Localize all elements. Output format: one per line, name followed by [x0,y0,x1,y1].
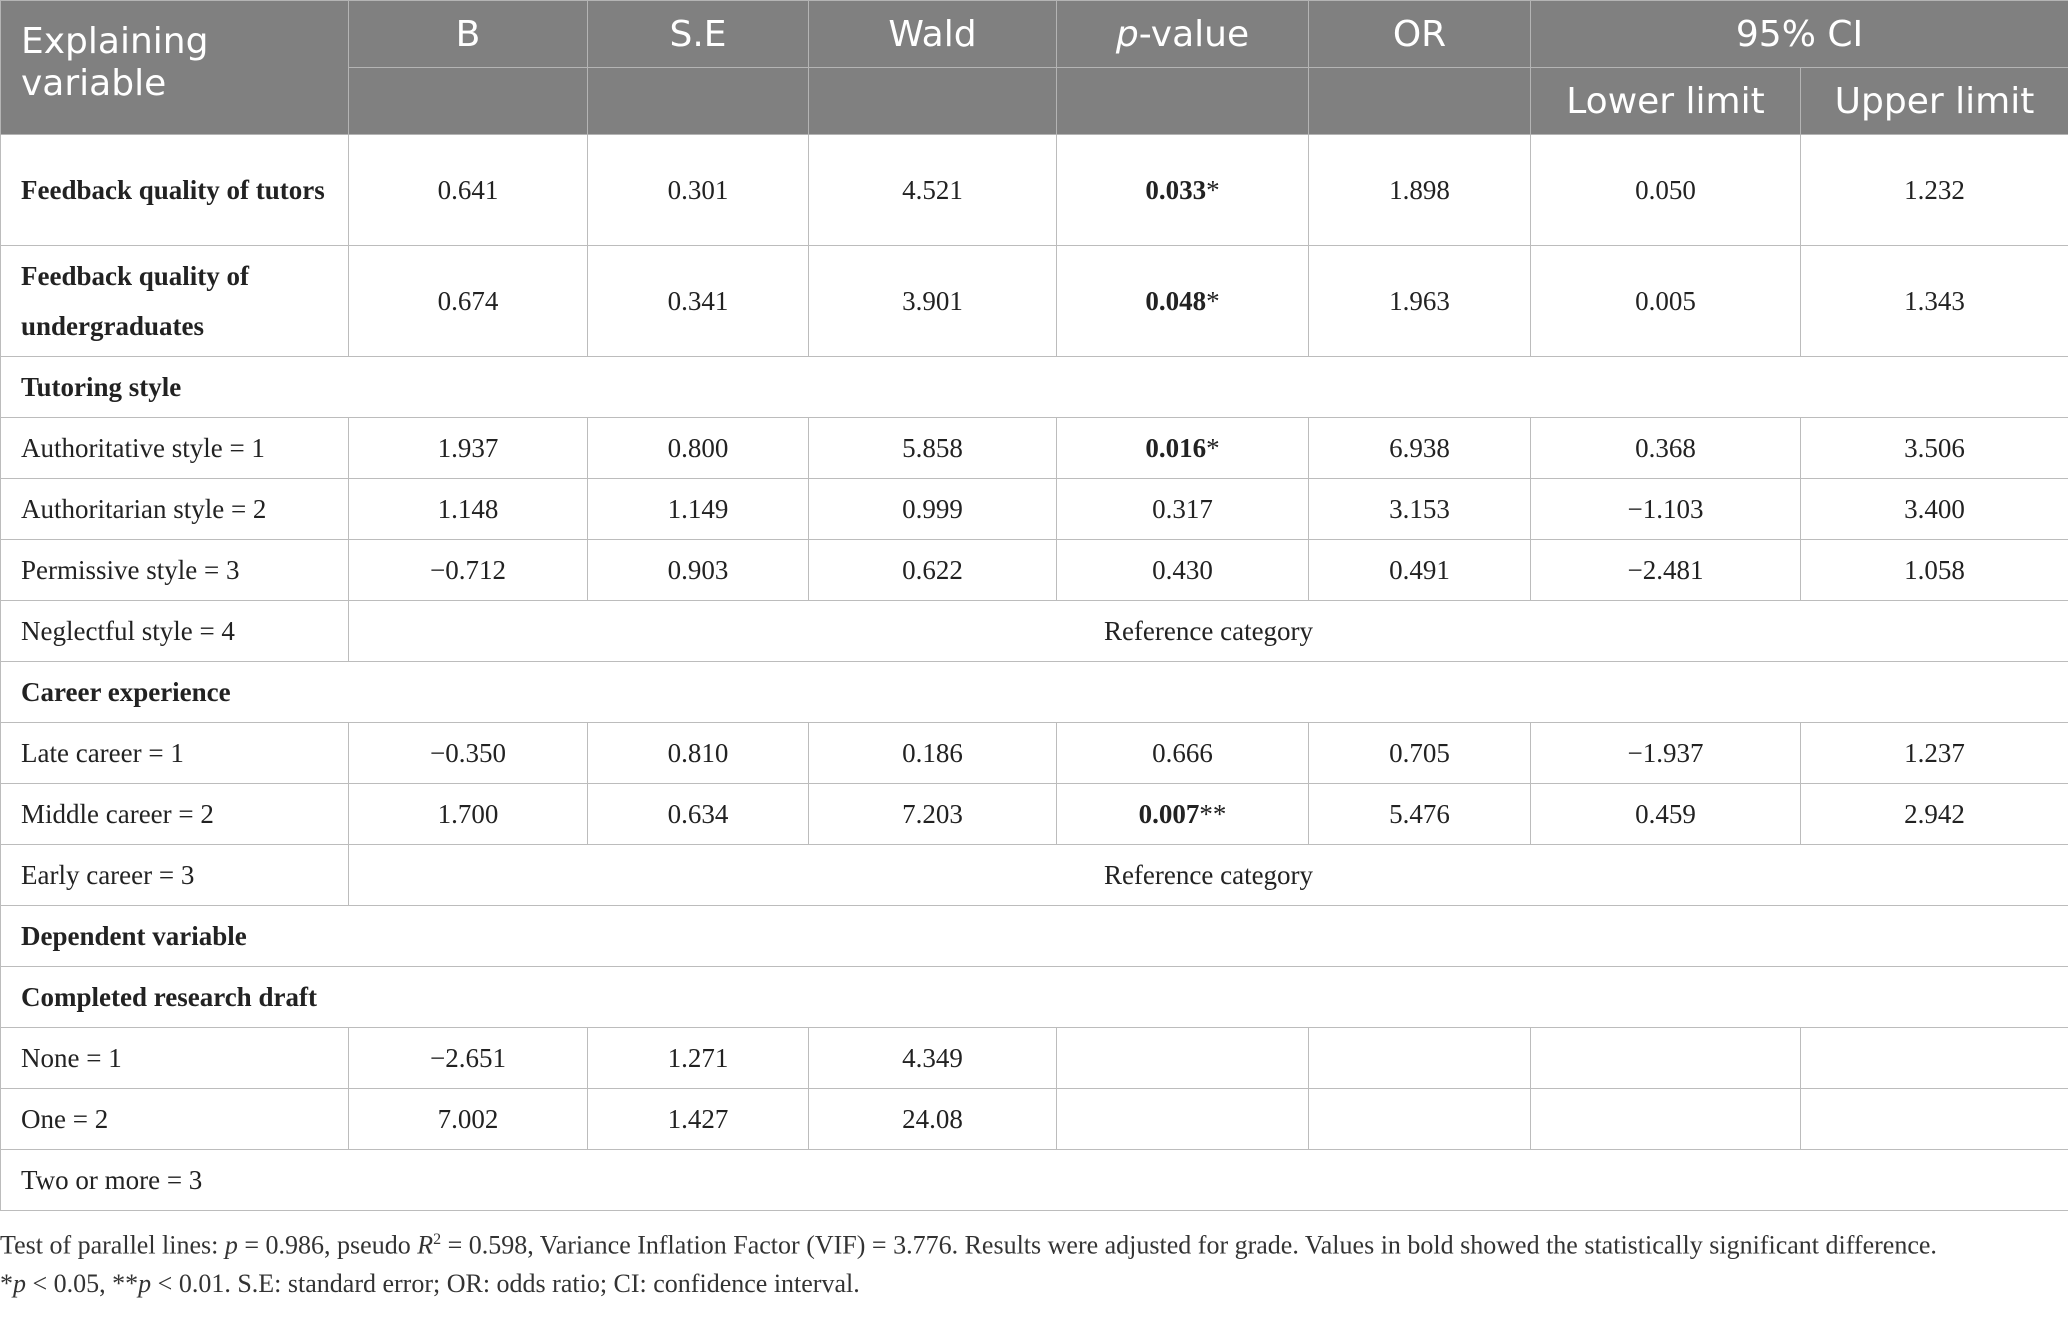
cell-upper: 3.506 [1801,418,2068,479]
table-row [1,135,2068,246]
cell-wald: 5.858 [809,418,1057,479]
row-label: Authoritative style = 1 [1,418,349,479]
header-empty [349,68,588,135]
cell-lower: −1.103 [1531,479,1801,540]
cell-upper: 2.942 [1801,784,2068,845]
header-empty [588,68,809,135]
section-row [1,906,2068,967]
row-label: Neglectful style = 4 [1,601,349,662]
cell-wald: 4.521 [809,135,1057,246]
p-value: 0.016 [1145,432,1207,463]
cell-upper: 1.343 [1801,246,2068,357]
cell-se: 0.810 [588,723,809,784]
cell-p: 0.430 [1057,540,1309,601]
cell-b: −2.651 [349,1028,588,1089]
cell-b: −0.350 [349,723,588,784]
cell-se: 0.341 [588,246,809,357]
cell-empty [1309,1089,1531,1150]
cell-wald: 3.901 [809,246,1057,357]
cell-lower: 0.368 [1531,418,1801,479]
header-row-1 [1,1,2068,68]
table-row [1,723,2068,784]
cell-empty [1801,1028,2068,1089]
cell-or: 3.153 [1309,479,1531,540]
cell-or: 5.476 [1309,784,1531,845]
header-or: OR [1309,1,1531,68]
cell-lower: 0.459 [1531,784,1801,845]
cell-wald: 0.186 [809,723,1057,784]
section-row [1,357,2068,418]
table-row [1,246,2068,357]
cell-b: 7.002 [349,1089,588,1150]
cell-upper: 3.400 [1801,479,2068,540]
header-p-italic: p [1115,13,1139,55]
cell-se: 0.634 [588,784,809,845]
cell-empty [1801,1089,2068,1150]
cell-wald: 24.08 [809,1089,1057,1150]
footnote-text: = 0.598, Variance Inflation Factor (VIF) = 3.776. Results were adjusted for grade. Values in bold showed the statistically significant difference. [441,1230,1937,1260]
footnote-line-2 [0,1265,2068,1303]
cell-p [1057,135,1309,246]
footnote-p-symbol: p [138,1268,152,1298]
cell-b: −0.712 [349,540,588,601]
row-label: Early career = 3 [1,845,349,906]
header-upper-limit: Upper limit [1801,68,2068,135]
header-ci: 95% CI [1531,1,2068,68]
row-label: Authoritarian style = 2 [1,479,349,540]
cell-se: 0.301 [588,135,809,246]
header-p-rest: -value [1138,13,1250,55]
p-significance: * [1206,174,1220,205]
footnote-text: = 0.986, pseudo [237,1230,418,1260]
p-value: 0.007 [1138,798,1200,829]
cell-or: 1.963 [1309,246,1531,357]
p-significance: * [1206,285,1220,316]
cell-empty [1057,1028,1309,1089]
cell-lower: −1.937 [1531,723,1801,784]
header-empty [809,68,1057,135]
cell-upper: 1.237 [1801,723,2068,784]
footnote-line-1 [0,1221,2068,1265]
cell-wald: 4.349 [809,1028,1057,1089]
row-label: None = 1 [1,1028,349,1089]
footnote-text: < 0.05, ** [26,1268,139,1298]
p-value: 0.048 [1145,285,1207,316]
cell-se: 0.800 [588,418,809,479]
section-label: Tutoring style [1,357,2068,418]
cell-se: 1.149 [588,479,809,540]
p-significance: ** [1199,798,1227,829]
header-explaining-variable: Explaining variable [1,1,349,135]
footnote-text: Test of parallel lines: [0,1230,225,1260]
section-label: Career experience [1,662,2068,723]
section-row [1,967,2068,1028]
footnote-p-symbol: p [224,1230,238,1260]
cell-lower: −2.481 [1531,540,1801,601]
cell-b: 0.674 [349,246,588,357]
cell-or: 1.898 [1309,135,1531,246]
cell-p: 0.317 [1057,479,1309,540]
cell-wald: 0.622 [809,540,1057,601]
section-label: Dependent variable [1,906,2068,967]
cell-p [1057,784,1309,845]
footnote-p-symbol: p [13,1268,26,1298]
p-value: 0.033 [1145,174,1207,205]
p-significance: * [1206,432,1220,463]
table-row [1,1150,2068,1211]
footnote-text: < 0.01. S.E: standard error; OR: odds ratio; CI: confidence interval. [151,1268,860,1298]
reference-category: Reference category [349,601,2068,662]
row-label: Two or more = 3 [1,1150,2068,1211]
row-label: One = 2 [1,1089,349,1150]
cell-b: 1.937 [349,418,588,479]
header-empty [1309,68,1531,135]
cell-or: 0.705 [1309,723,1531,784]
cell-se: 0.903 [588,540,809,601]
cell-lower: 0.050 [1531,135,1801,246]
table-row [1,479,2068,540]
row-label: Middle career = 2 [1,784,349,845]
row-label: Feedback quality of tutors [1,135,349,246]
table-row [1,1089,2068,1150]
table-row [1,1028,2068,1089]
row-label: Late career = 1 [1,723,349,784]
cell-b: 1.148 [349,479,588,540]
footnote-r-symbol: R [417,1230,434,1260]
cell-empty [1309,1028,1531,1089]
cell-lower: 0.005 [1531,246,1801,357]
cell-or: 0.491 [1309,540,1531,601]
footnote-superscript: 2 [433,1231,442,1248]
table-row [1,784,2068,845]
cell-upper: 1.232 [1801,135,2068,246]
row-label: Feedback quality of undergraduates [1,246,349,357]
cell-se: 1.271 [588,1028,809,1089]
header-p-value [1057,1,1309,68]
cell-empty [1531,1028,1801,1089]
cell-wald: 0.999 [809,479,1057,540]
reference-category: Reference category [349,845,2068,906]
header-b: B [349,1,588,68]
cell-wald: 7.203 [809,784,1057,845]
table-row [1,418,2068,479]
header-lower-limit: Lower limit [1531,68,1801,135]
cell-b: 0.641 [349,135,588,246]
header-se: S.E [588,1,809,68]
cell-empty [1531,1089,1801,1150]
table-row [1,845,2068,906]
section-label: Completed research draft [1,967,2068,1028]
header-empty [1057,68,1309,135]
row-label: Permissive style = 3 [1,540,349,601]
cell-p [1057,418,1309,479]
footnote-text: * [0,1268,13,1298]
cell-b: 1.700 [349,784,588,845]
cell-p: 0.666 [1057,723,1309,784]
cell-upper: 1.058 [1801,540,2068,601]
header-wald: Wald [809,1,1057,68]
cell-p [1057,246,1309,357]
table-row [1,601,2068,662]
cell-se: 1.427 [588,1089,809,1150]
table-footnote [0,1221,2068,1303]
table-row [1,540,2068,601]
cell-or: 6.938 [1309,418,1531,479]
cell-empty [1057,1089,1309,1150]
section-row [1,662,2068,723]
